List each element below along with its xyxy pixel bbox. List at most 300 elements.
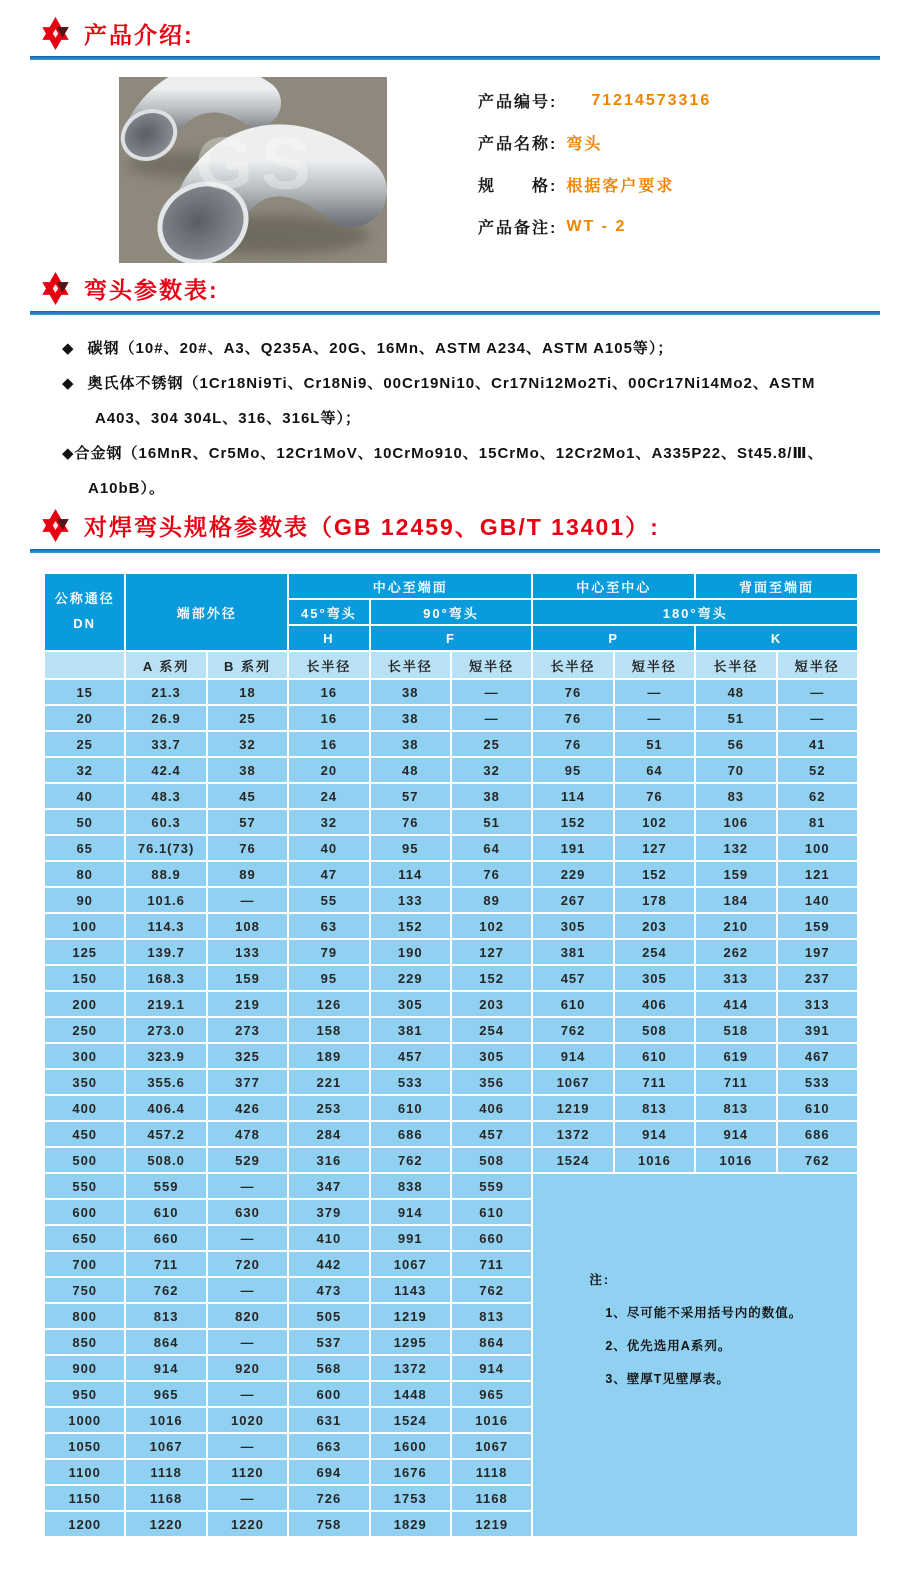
table-cell: 406.4 bbox=[125, 1095, 206, 1121]
table-cell: — bbox=[451, 705, 532, 731]
table-cell: — bbox=[614, 679, 695, 705]
table-cell: 203 bbox=[614, 913, 695, 939]
table-cell: 473 bbox=[288, 1277, 369, 1303]
table-cell: 991 bbox=[370, 1225, 451, 1251]
table-cell: 568 bbox=[288, 1355, 369, 1381]
table-cell: 1150 bbox=[44, 1485, 125, 1511]
table-cell: 25 bbox=[207, 705, 288, 731]
table-cell: 381 bbox=[370, 1017, 451, 1043]
table-cell: 253 bbox=[288, 1095, 369, 1121]
table-cell: 132 bbox=[695, 835, 776, 861]
table-cell: 64 bbox=[451, 835, 532, 861]
table-cell: 101.6 bbox=[125, 887, 206, 913]
section-divider bbox=[30, 56, 880, 60]
table-cell: 197 bbox=[777, 939, 858, 965]
table-cell: 38 bbox=[451, 783, 532, 809]
table-cell: 1753 bbox=[370, 1485, 451, 1511]
table-cell: 914 bbox=[125, 1355, 206, 1381]
field-spec bbox=[478, 172, 711, 197]
table-cell: 32 bbox=[288, 809, 369, 835]
table-cell: 237 bbox=[777, 965, 858, 991]
table-row bbox=[44, 757, 858, 783]
table-cell: 762 bbox=[451, 1277, 532, 1303]
table-cell: 150 bbox=[44, 965, 125, 991]
table-cell: 410 bbox=[288, 1225, 369, 1251]
col-header-back-to-end: 背面至端面 bbox=[695, 573, 858, 599]
table-cell: 50 bbox=[44, 809, 125, 835]
table-cell: 159 bbox=[777, 913, 858, 939]
table-cell: 60.3 bbox=[125, 809, 206, 835]
table-cell: 533 bbox=[370, 1069, 451, 1095]
table-cell: 284 bbox=[288, 1121, 369, 1147]
table-cell: 210 bbox=[695, 913, 776, 939]
table-cell: 325 bbox=[207, 1043, 288, 1069]
table-cell: 76 bbox=[370, 809, 451, 835]
section-divider bbox=[30, 549, 880, 553]
table-cell: 864 bbox=[451, 1329, 532, 1355]
table-cell: 1829 bbox=[370, 1511, 451, 1537]
table-cell: 140 bbox=[777, 887, 858, 913]
table-cell: 70 bbox=[695, 757, 776, 783]
table-cell: 305 bbox=[614, 965, 695, 991]
table-cell: 950 bbox=[44, 1381, 125, 1407]
table-cell: 125 bbox=[44, 939, 125, 965]
table-cell: 48.3 bbox=[125, 783, 206, 809]
table-cell: 518 bbox=[695, 1017, 776, 1043]
table-cell: 80 bbox=[44, 861, 125, 887]
table-cell: 20 bbox=[288, 757, 369, 783]
section-heading-intro bbox=[40, 17, 194, 50]
section-heading-spec-label: 对焊弯头规格参数表（GB 12459、GB/T 13401）: bbox=[84, 514, 660, 540]
table-cell: 600 bbox=[288, 1381, 369, 1407]
table-cell: 254 bbox=[614, 939, 695, 965]
table-cell: 42.4 bbox=[125, 757, 206, 783]
table-cell: 1067 bbox=[125, 1433, 206, 1459]
table-row bbox=[44, 939, 858, 965]
table-cell: 619 bbox=[695, 1043, 776, 1069]
table-cell: 65 bbox=[44, 835, 125, 861]
table-cell: 650 bbox=[44, 1225, 125, 1251]
table-cell: 1020 bbox=[207, 1407, 288, 1433]
table-cell: 660 bbox=[125, 1225, 206, 1251]
table-cell: 813 bbox=[451, 1303, 532, 1329]
table-cell: 273 bbox=[207, 1017, 288, 1043]
star-icon bbox=[40, 272, 71, 305]
table-cell: 1220 bbox=[125, 1511, 206, 1537]
material-line bbox=[62, 366, 882, 401]
table-cell: 700 bbox=[44, 1251, 125, 1277]
table-cell: 686 bbox=[777, 1121, 858, 1147]
table-cell: — bbox=[207, 887, 288, 913]
table-cell: 76 bbox=[207, 835, 288, 861]
table-cell: 630 bbox=[207, 1199, 288, 1225]
table-cell: 127 bbox=[451, 939, 532, 965]
table-cell: 24 bbox=[288, 783, 369, 809]
field-value: 71214573316 bbox=[591, 91, 712, 109]
table-cell: 813 bbox=[695, 1095, 776, 1121]
table-cell: 1067 bbox=[532, 1069, 613, 1095]
subheader-row bbox=[44, 651, 858, 679]
table-row bbox=[44, 1173, 858, 1199]
table-cell: 356 bbox=[451, 1069, 532, 1095]
table-cell: 76 bbox=[532, 679, 613, 705]
subheader-cell: 短半径 bbox=[451, 651, 532, 679]
section-heading-params-label: 弯头参数表: bbox=[84, 277, 219, 303]
material-line-text: 合金钢（16MnR、Cr5Mo、12Cr1MoV、10CrMo910、15CrMo、12Cr2Mo1、A335P22、St45.8/Ⅲ、 bbox=[74, 445, 824, 462]
table-cell: 355.6 bbox=[125, 1069, 206, 1095]
table-cell: 305 bbox=[451, 1043, 532, 1069]
table-cell: 813 bbox=[125, 1303, 206, 1329]
table-cell: — bbox=[207, 1381, 288, 1407]
table-cell: 1050 bbox=[44, 1433, 125, 1459]
table-cell: 18 bbox=[207, 679, 288, 705]
table-cell: 610 bbox=[370, 1095, 451, 1121]
table-row bbox=[44, 705, 858, 731]
table-cell: 76.1(73) bbox=[125, 835, 206, 861]
table-cell: 450 bbox=[44, 1121, 125, 1147]
table-cell: 820 bbox=[207, 1303, 288, 1329]
field-label: 规 格: bbox=[478, 178, 558, 195]
table-row bbox=[44, 913, 858, 939]
subheader-cell: A 系列 bbox=[125, 651, 206, 679]
table-cell: 152 bbox=[370, 913, 451, 939]
table-cell: 457.2 bbox=[125, 1121, 206, 1147]
table-cell: 114 bbox=[370, 861, 451, 887]
table-cell: 229 bbox=[370, 965, 451, 991]
table-cell: 508 bbox=[614, 1017, 695, 1043]
table-cell: 965 bbox=[125, 1381, 206, 1407]
table-cell: 159 bbox=[695, 861, 776, 887]
table-cell: 1219 bbox=[370, 1303, 451, 1329]
table-cell: 25 bbox=[451, 731, 532, 757]
table-cell: 400 bbox=[44, 1095, 125, 1121]
col-header-dn-line1: 公称通径 bbox=[54, 591, 115, 607]
table-cell: 100 bbox=[777, 835, 858, 861]
table-cell: 47 bbox=[288, 861, 369, 887]
table-row bbox=[44, 1043, 858, 1069]
table-row bbox=[44, 835, 858, 861]
subheader-cell: 长半径 bbox=[370, 651, 451, 679]
table-cell: 508 bbox=[451, 1147, 532, 1173]
subheader-cell bbox=[44, 651, 125, 679]
note-item: 1、尽可能不采用括号内的数值。 bbox=[605, 1306, 803, 1320]
table-cell: 133 bbox=[207, 939, 288, 965]
col-header-h: H bbox=[288, 625, 369, 651]
table-cell: 414 bbox=[695, 991, 776, 1017]
field-value: 弯头 bbox=[566, 136, 603, 153]
table-cell: — bbox=[207, 1173, 288, 1199]
table-cell: 189 bbox=[288, 1043, 369, 1069]
table-cell: — bbox=[207, 1433, 288, 1459]
col-header-elbow45: 45°弯头 bbox=[288, 599, 369, 625]
table-row bbox=[44, 1069, 858, 1095]
table-cell: 89 bbox=[451, 887, 532, 913]
table-cell: 850 bbox=[44, 1329, 125, 1355]
table-cell: 762 bbox=[777, 1147, 858, 1173]
table-cell: 505 bbox=[288, 1303, 369, 1329]
table-cell: 391 bbox=[777, 1017, 858, 1043]
section-divider bbox=[30, 311, 880, 315]
table-cell: 16 bbox=[288, 731, 369, 757]
table-cell: 1219 bbox=[451, 1511, 532, 1537]
table-cell: 900 bbox=[44, 1355, 125, 1381]
table-cell: 610 bbox=[614, 1043, 695, 1069]
table-cell: — bbox=[207, 1485, 288, 1511]
table-cell: 559 bbox=[451, 1173, 532, 1199]
table-cell: 95 bbox=[532, 757, 613, 783]
col-header-center-to-end: 中心至端面 bbox=[288, 573, 532, 599]
table-cell: 178 bbox=[614, 887, 695, 913]
subheader-cell: 短半径 bbox=[777, 651, 858, 679]
table-cell: 158 bbox=[288, 1017, 369, 1043]
table-cell: 1120 bbox=[207, 1459, 288, 1485]
table-cell: 313 bbox=[695, 965, 776, 991]
table-cell: 610 bbox=[777, 1095, 858, 1121]
gs-watermark: GS bbox=[195, 122, 319, 205]
table-cell: 694 bbox=[288, 1459, 369, 1485]
table-cell: 16 bbox=[288, 705, 369, 731]
table-cell: 76 bbox=[532, 705, 613, 731]
table-cell: 38 bbox=[370, 705, 451, 731]
table-cell: 38 bbox=[207, 757, 288, 783]
table-cell: 26.9 bbox=[125, 705, 206, 731]
table-cell: 467 bbox=[777, 1043, 858, 1069]
table-cell: 114 bbox=[532, 783, 613, 809]
table-cell: 610 bbox=[451, 1199, 532, 1225]
table-cell: 33.7 bbox=[125, 731, 206, 757]
table-cell: 457 bbox=[532, 965, 613, 991]
table-cell: 51 bbox=[695, 705, 776, 731]
table-cell: 38 bbox=[370, 679, 451, 705]
table-cell: 864 bbox=[125, 1329, 206, 1355]
table-cell: 813 bbox=[614, 1095, 695, 1121]
table-cell: 41 bbox=[777, 731, 858, 757]
table-cell: 711 bbox=[614, 1069, 695, 1095]
table-cell: 965 bbox=[451, 1381, 532, 1407]
table-row bbox=[44, 1095, 858, 1121]
table-cell: 457 bbox=[370, 1043, 451, 1069]
section-heading-intro-label: 产品介绍: bbox=[84, 22, 194, 48]
table-cell: 1100 bbox=[44, 1459, 125, 1485]
star-icon bbox=[40, 17, 71, 50]
table-cell: 711 bbox=[125, 1251, 206, 1277]
table-cell: 100 bbox=[44, 913, 125, 939]
table-cell: 229 bbox=[532, 861, 613, 887]
table-cell: 40 bbox=[288, 835, 369, 861]
table-cell: 139.7 bbox=[125, 939, 206, 965]
table-cell: 32 bbox=[207, 731, 288, 757]
table-note-cell bbox=[532, 1173, 858, 1537]
table-row bbox=[44, 1017, 858, 1043]
table-cell: 610 bbox=[532, 991, 613, 1017]
product-image bbox=[119, 77, 387, 263]
table-cell: 610 bbox=[125, 1199, 206, 1225]
table-cell: 1016 bbox=[614, 1147, 695, 1173]
table-cell: 152 bbox=[614, 861, 695, 887]
table-cell: 191 bbox=[532, 835, 613, 861]
table-cell: 379 bbox=[288, 1199, 369, 1225]
table-cell: 102 bbox=[614, 809, 695, 835]
table-cell: 406 bbox=[614, 991, 695, 1017]
table-cell: 1600 bbox=[370, 1433, 451, 1459]
table-cell: 152 bbox=[532, 809, 613, 835]
table-cell: 800 bbox=[44, 1303, 125, 1329]
table-cell: 45 bbox=[207, 783, 288, 809]
table-cell: 32 bbox=[44, 757, 125, 783]
field-remark bbox=[478, 214, 711, 239]
table-cell: 1118 bbox=[451, 1459, 532, 1485]
table-cell: 631 bbox=[288, 1407, 369, 1433]
table-cell: 508.0 bbox=[125, 1147, 206, 1173]
field-label: 产品编号: bbox=[478, 94, 558, 111]
col-header-center-to-center: 中心至中心 bbox=[532, 573, 695, 599]
table-cell: 1219 bbox=[532, 1095, 613, 1121]
table-cell: 323.9 bbox=[125, 1043, 206, 1069]
table-cell: 1016 bbox=[125, 1407, 206, 1433]
table-cell: 1000 bbox=[44, 1407, 125, 1433]
table-cell: 457 bbox=[451, 1121, 532, 1147]
col-header-p: P bbox=[532, 625, 695, 651]
table-cell: 76 bbox=[532, 731, 613, 757]
note-item: 2、优先选用A系列。 bbox=[605, 1339, 732, 1353]
table-cell: 159 bbox=[207, 965, 288, 991]
col-header-dn bbox=[44, 573, 125, 651]
field-product-name bbox=[478, 130, 711, 155]
table-cell: 533 bbox=[777, 1069, 858, 1095]
subheader-cell: 短半径 bbox=[614, 651, 695, 679]
subheader-cell: B 系列 bbox=[207, 651, 288, 679]
table-cell: 478 bbox=[207, 1121, 288, 1147]
table-cell: 76 bbox=[451, 861, 532, 887]
table-cell: 1067 bbox=[370, 1251, 451, 1277]
table-cell: 1200 bbox=[44, 1511, 125, 1537]
table-cell: 108 bbox=[207, 913, 288, 939]
col-header-end-od: 端部外径 bbox=[125, 573, 288, 651]
table-cell: 81 bbox=[777, 809, 858, 835]
diamond-bullet-icon: ◆ bbox=[62, 340, 75, 357]
table-cell: 1168 bbox=[125, 1485, 206, 1511]
table-cell: 663 bbox=[288, 1433, 369, 1459]
table-cell: 660 bbox=[451, 1225, 532, 1251]
col-header-elbow90: 90°弯头 bbox=[370, 599, 533, 625]
table-cell: 83 bbox=[695, 783, 776, 809]
material-line-text: A403、304 304L、316、316L等）； bbox=[95, 410, 361, 427]
table-cell: 133 bbox=[370, 887, 451, 913]
table-cell: 711 bbox=[695, 1069, 776, 1095]
table-cell: 219.1 bbox=[125, 991, 206, 1017]
star-icon bbox=[40, 509, 71, 542]
table-cell: 221 bbox=[288, 1069, 369, 1095]
table-cell: 559 bbox=[125, 1173, 206, 1199]
table-cell: 1118 bbox=[125, 1459, 206, 1485]
table-cell: 762 bbox=[370, 1147, 451, 1173]
table-cell: 95 bbox=[288, 965, 369, 991]
table-cell: 377 bbox=[207, 1069, 288, 1095]
table-cell: 219 bbox=[207, 991, 288, 1017]
table-cell: 64 bbox=[614, 757, 695, 783]
table-cell: 76 bbox=[614, 783, 695, 809]
table-row bbox=[44, 965, 858, 991]
table-cell: 1016 bbox=[451, 1407, 532, 1433]
table-cell: — bbox=[207, 1329, 288, 1355]
field-value: WT - 2 bbox=[566, 217, 627, 235]
table-cell: 20 bbox=[44, 705, 125, 731]
table-row bbox=[44, 861, 858, 887]
material-line bbox=[62, 331, 882, 366]
table-cell: 106 bbox=[695, 809, 776, 835]
col-header-elbow180: 180°弯头 bbox=[532, 599, 858, 625]
table-cell: 914 bbox=[532, 1043, 613, 1069]
table-cell: 190 bbox=[370, 939, 451, 965]
table-row bbox=[44, 809, 858, 835]
table-cell: 1524 bbox=[370, 1407, 451, 1433]
table-cell: 711 bbox=[451, 1251, 532, 1277]
table-cell: 300 bbox=[44, 1043, 125, 1069]
table-cell: — bbox=[777, 679, 858, 705]
table-cell: 1295 bbox=[370, 1329, 451, 1355]
table-cell: 262 bbox=[695, 939, 776, 965]
table-cell: 1372 bbox=[532, 1121, 613, 1147]
table-cell: 1220 bbox=[207, 1511, 288, 1537]
table-cell: 95 bbox=[370, 835, 451, 861]
table-cell: 25 bbox=[44, 731, 125, 757]
table-cell: 305 bbox=[370, 991, 451, 1017]
table-cell: 350 bbox=[44, 1069, 125, 1095]
table-cell: 21.3 bbox=[125, 679, 206, 705]
table-row bbox=[44, 887, 858, 913]
table-cell: 63 bbox=[288, 913, 369, 939]
table-cell: 267 bbox=[532, 887, 613, 913]
table-cell: 250 bbox=[44, 1017, 125, 1043]
table-cell: 48 bbox=[695, 679, 776, 705]
table-cell: 254 bbox=[451, 1017, 532, 1043]
table-row bbox=[44, 991, 858, 1017]
table-cell: — bbox=[614, 705, 695, 731]
table-cell: 168.3 bbox=[125, 965, 206, 991]
table-cell: 1524 bbox=[532, 1147, 613, 1173]
table-cell: 500 bbox=[44, 1147, 125, 1173]
table-cell: 381 bbox=[532, 939, 613, 965]
subheader-cell: 长半径 bbox=[288, 651, 369, 679]
field-label: 产品备注: bbox=[478, 220, 558, 237]
table-cell: 442 bbox=[288, 1251, 369, 1277]
table-cell: 55 bbox=[288, 887, 369, 913]
table-cell: 750 bbox=[44, 1277, 125, 1303]
table-cell: 914 bbox=[695, 1121, 776, 1147]
note-item: 3、壁厚T见壁厚表。 bbox=[605, 1372, 730, 1386]
table-cell: 102 bbox=[451, 913, 532, 939]
table-cell: 57 bbox=[370, 783, 451, 809]
table-cell: 550 bbox=[44, 1173, 125, 1199]
note-title: 注: bbox=[589, 1273, 611, 1287]
table-cell: 32 bbox=[451, 757, 532, 783]
subheader-cell: 长半径 bbox=[532, 651, 613, 679]
table-cell: 313 bbox=[777, 991, 858, 1017]
table-cell: — bbox=[451, 679, 532, 705]
table-cell: 426 bbox=[207, 1095, 288, 1121]
col-header-dn-line2: DN bbox=[73, 616, 97, 631]
table-cell: 686 bbox=[370, 1121, 451, 1147]
subheader-cell: 长半径 bbox=[695, 651, 776, 679]
table-cell: 16 bbox=[288, 679, 369, 705]
table-cell: 1676 bbox=[370, 1459, 451, 1485]
table-row bbox=[44, 1121, 858, 1147]
table-cell: 347 bbox=[288, 1173, 369, 1199]
material-line-text: 奥氏体不锈钢（1Cr18Ni9Ti、Cr18Ni9、00Cr19Ni10、Cr17Ni12Mo2Ti、00Cr17Ni14Mo2、ASTM bbox=[87, 375, 816, 392]
table-cell: — bbox=[777, 705, 858, 731]
table-cell: 52 bbox=[777, 757, 858, 783]
field-label: 产品名称: bbox=[478, 136, 558, 153]
